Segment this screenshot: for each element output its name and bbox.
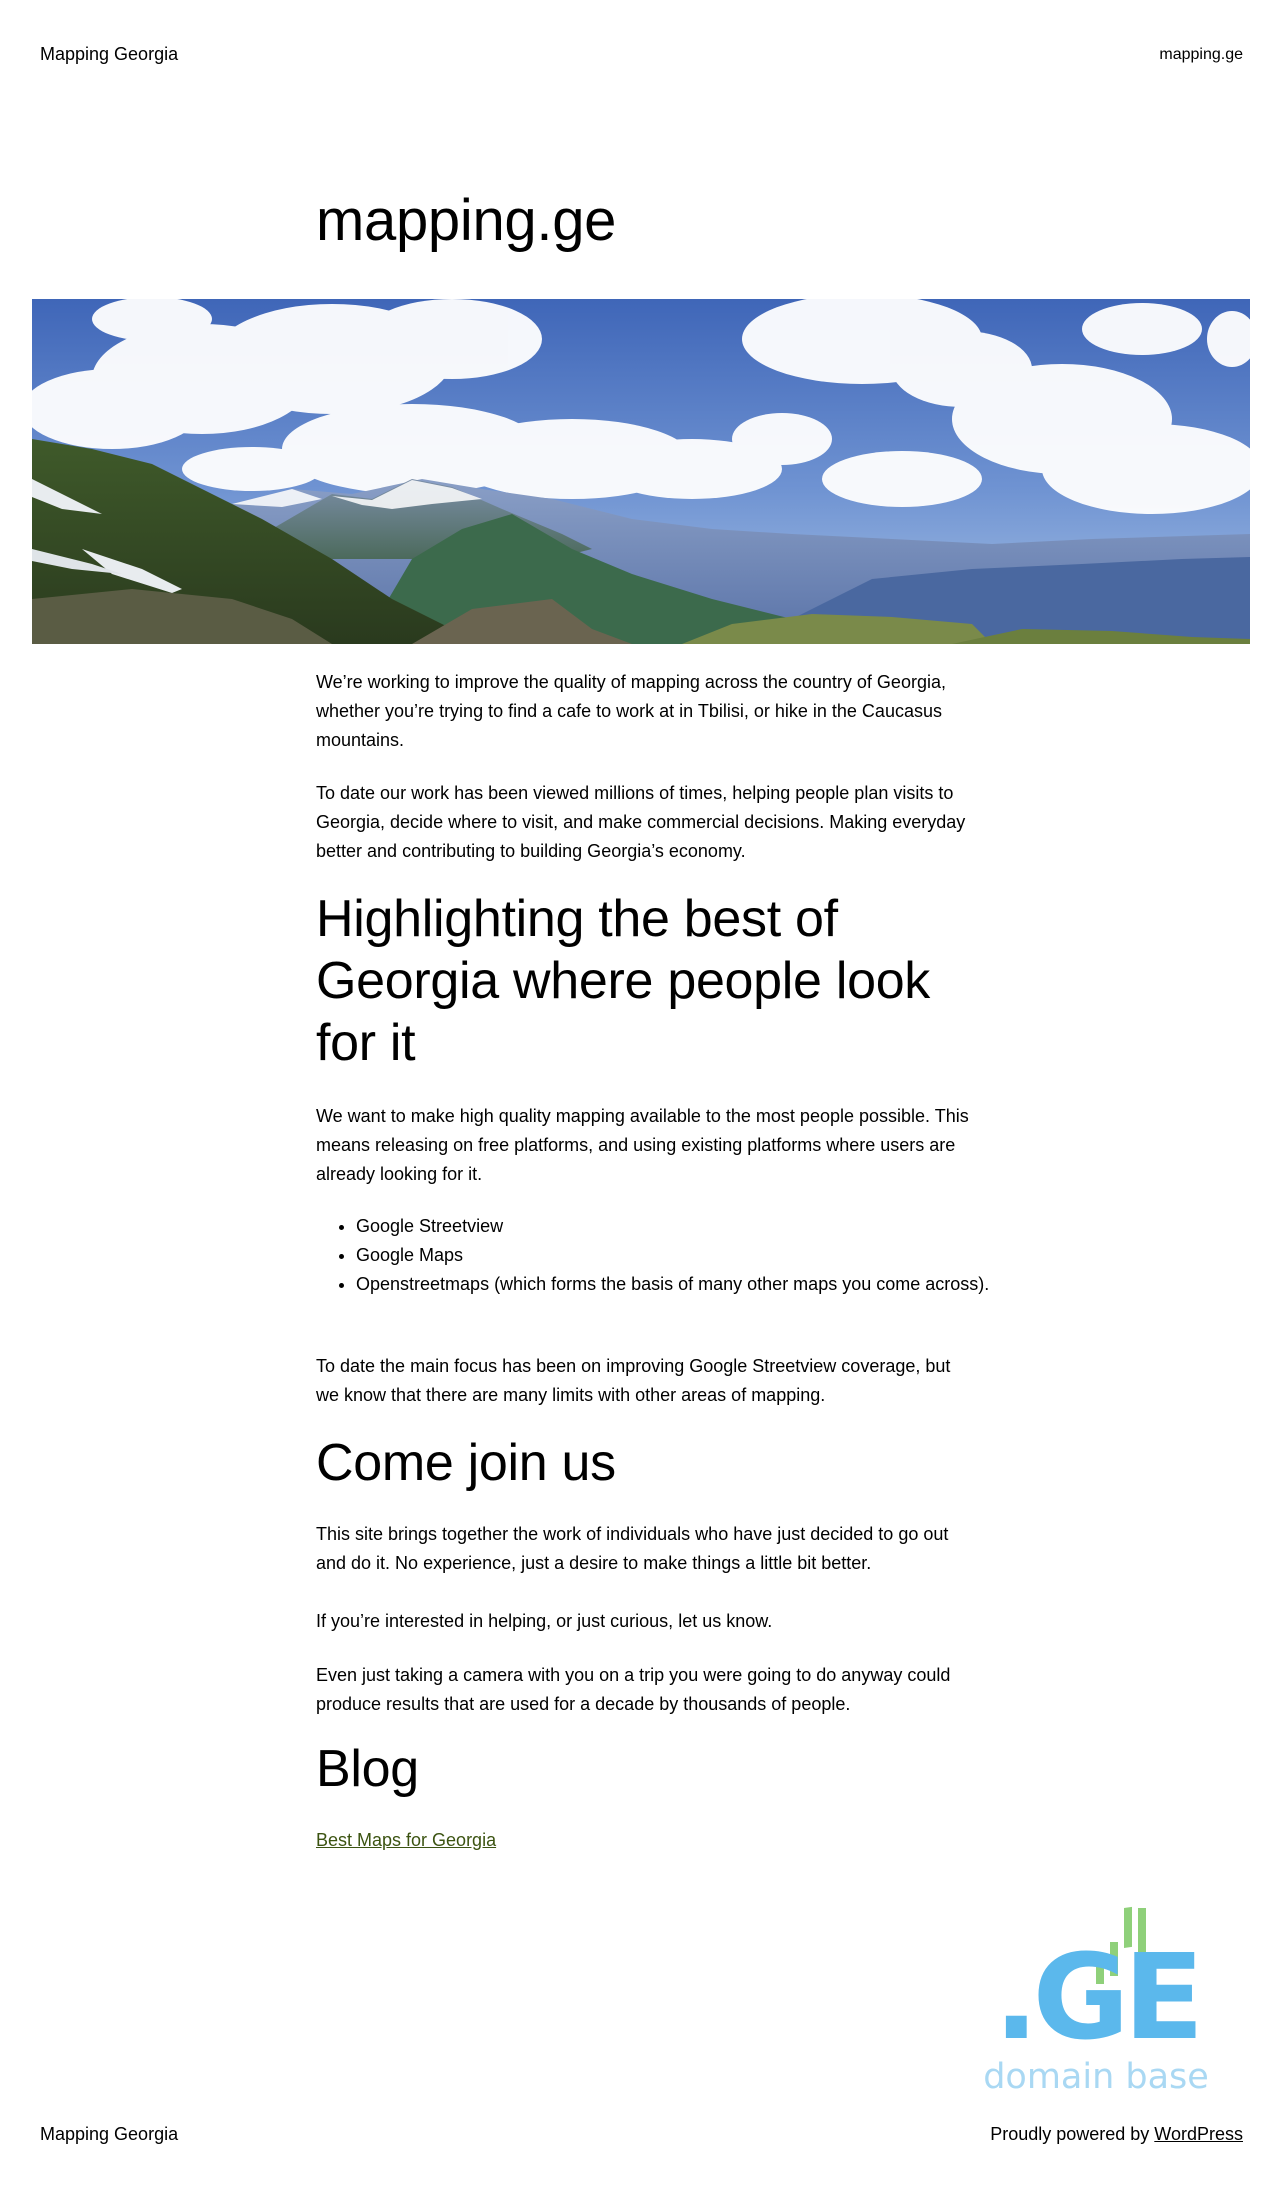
footer-credit-text: Proudly powered by [990,2124,1155,2144]
wordpress-link[interactable]: WordPress [1154,2124,1243,2144]
site-header [0,0,1280,112]
heading-blog: Blog [316,1740,419,1798]
intro-paragraph-2: To date our work has been viewed millions of times, helping people plan visits to Georgia, decide where to visit, and make commercial decisions. Making everyday better and contributing to building Georgia’s economy. [316,783,966,861]
blog-post-link[interactable]: Best Maps for Georgia [316,1830,497,1850]
page-title: mapping.ge [316,188,617,253]
list-item: • Openstreetmaps (which forms the basis of many other maps you come across). [356,1270,1012,1299]
join-paragraph-3: Even just taking a camera with you on a trip you were going to do anyway could produce results that are used for a decade by thousands of people. [316,1665,951,1714]
logo-tagline: domain base [983,2057,1209,2097]
footer-site-title-link[interactable]: Mapping Georgia [40,2124,179,2144]
platforms-list [316,1212,1012,1299]
blog-link-wrapper [316,1826,972,1855]
heading-come-join-us: Come join us [316,1434,616,1492]
hero-mountain-image [32,299,1250,644]
nav-link-mapping-ge[interactable]: mapping.ge [1159,46,1243,63]
intro-paragraph-1: We’re working to improve the quality of mapping across the country of Georgia, whether you’re trying to find a cafe to work at in Tbilisi, or hike in the Caucasus mountains. [316,672,946,750]
join-paragraph-2: If you’re interested in helping, or just curious, let us know. [316,1611,773,1631]
highlight-paragraph-1: We want to make high quality mapping available to the most people possible. This means releasing on free platforms, and using existing platforms where users are already looking for it. [316,1106,969,1184]
highlight-paragraph-2: To date the main focus has been on improving Google Streetview coverage, but we know that there are many limits with other areas of mapping. [316,1356,951,1405]
list-item: • Google Maps [356,1241,1012,1270]
site-title-link[interactable]: Mapping Georgia [40,44,179,64]
logo-mark: .GE [993,1928,1199,2066]
join-paragraph-1: This site brings together the work of individuals who have just decided to go out and do it. No experience, just a desire to make things a little bit better. [316,1524,949,1573]
heading-highlighting: Highlighting the best of Georgia where people look for it [316,890,931,1072]
footer-credit [990,2124,1243,2145]
list-item: • Google Streetview [356,1212,1012,1241]
ge-domain-base-logo [983,1898,1209,2097]
